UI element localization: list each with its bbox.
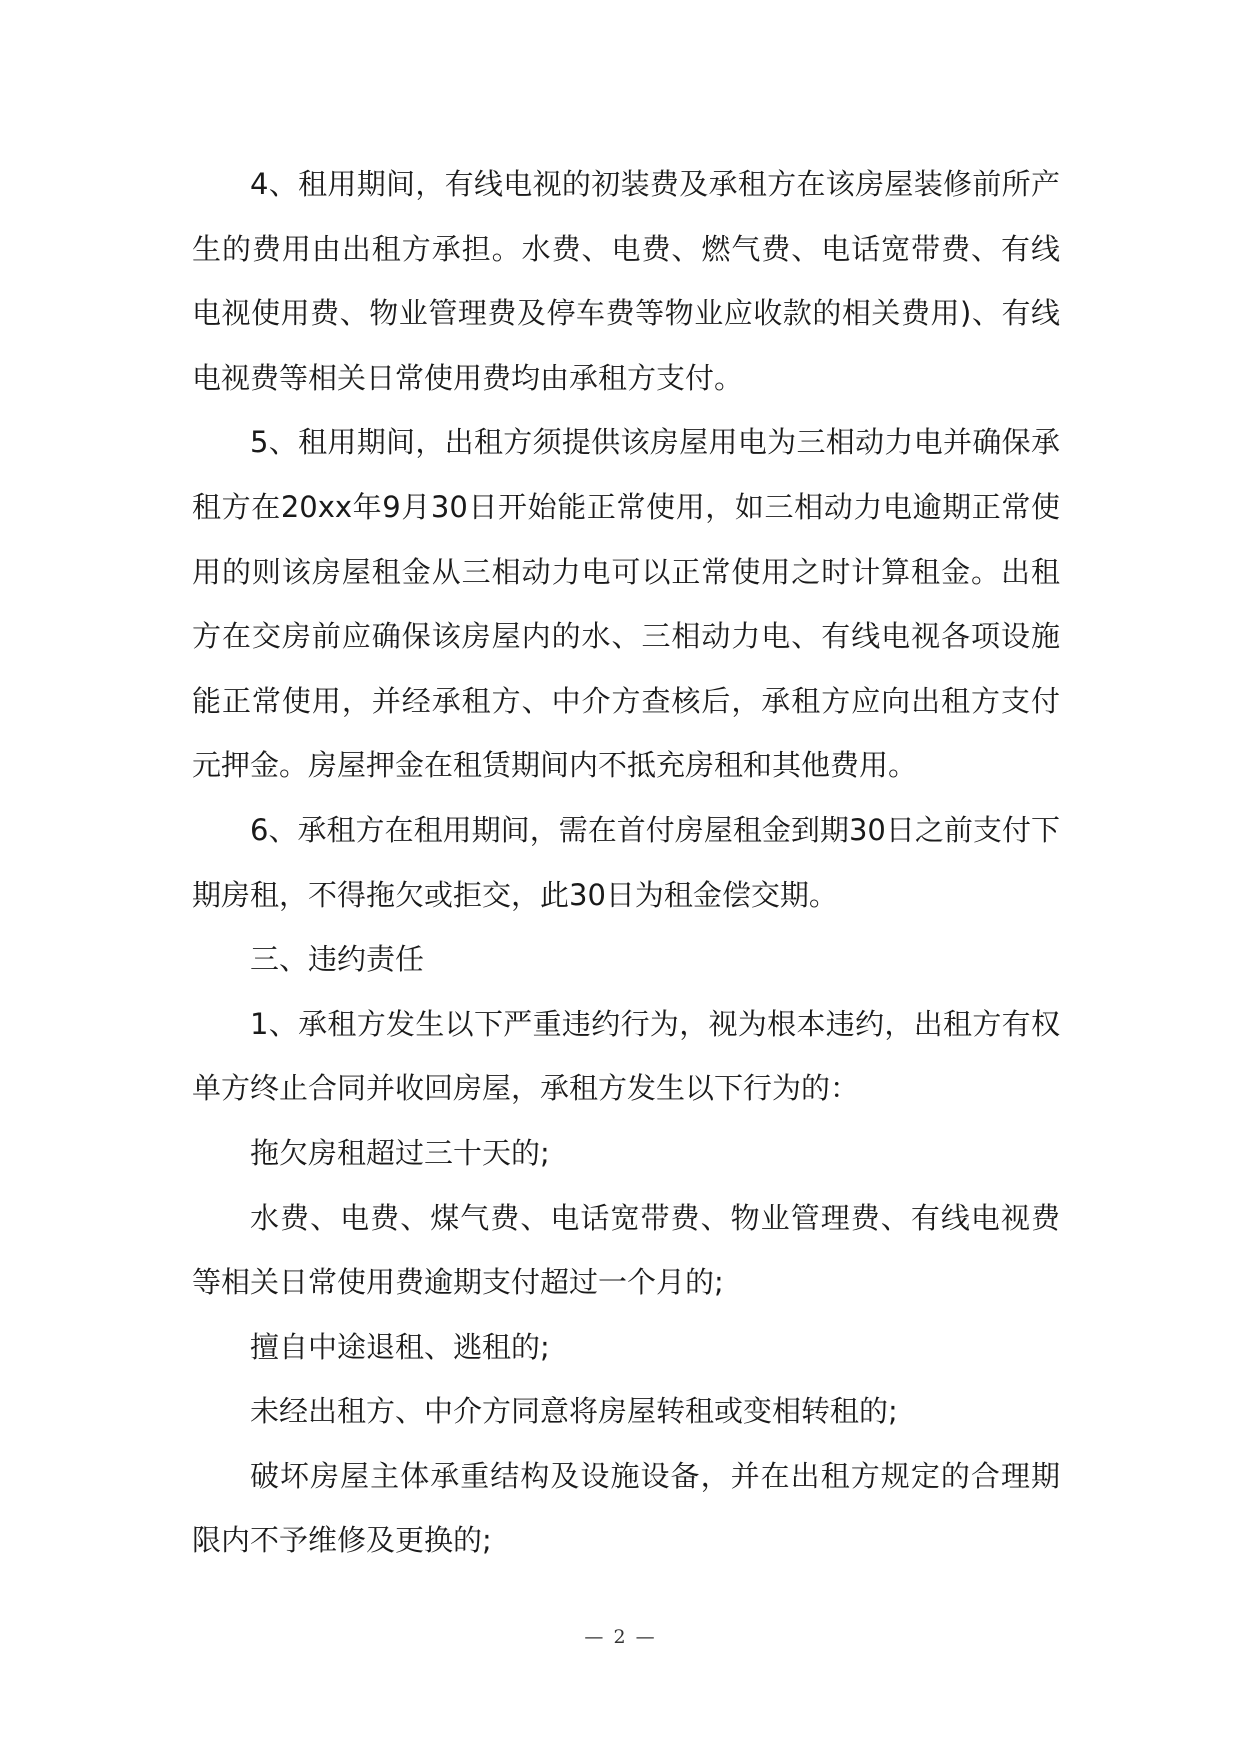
- document-body: [192, 152, 1060, 1573]
- paragraph-clause-4: 4、租用期间，有线电视的初装费及承租方在该房屋装修前所产生的费用由出租方承担。水费、电费、燃气费、电话宽带费、有线电视使用费、物业管理费及停车费等物业应收款的相关费用)、有线电视费等相关日常使用费均由承租方支付。: [192, 167, 1060, 395]
- section-heading-liability: 三、违约责任: [250, 942, 425, 977]
- list-item-structural-damage: 破坏房屋主体承重结构及设施设备，并在出租方规定的合理期限内不予维修及更换的;: [192, 1458, 1060, 1558]
- list-item-fees-overdue: 水费、电费、煤气费、电话宽带费、物业管理费、有线电视费等相关日常使用费逾期支付超过一个月的;: [192, 1200, 1060, 1300]
- paragraph-clause-6: 6、承租方在租用期间，需在首付房屋租金到期30日之前支付下期房租，不得拖欠或拒交，此30日为租金偿交期。: [192, 812, 1060, 912]
- page-number: — 2 —: [584, 1626, 657, 1648]
- list-item-unauthorized-sublet: 未经出租方、中介方同意将房屋转租或变相转租的;: [250, 1394, 898, 1429]
- list-item-rent-overdue: 拖欠房租超过三十天的;: [250, 1135, 550, 1170]
- paragraph-liability-1: 1、承租方发生以下严重违约行为，视为根本违约，出租方有权单方终止合同并收回房屋，承租方发生以下行为的：: [192, 1006, 1060, 1106]
- list-item-early-termination: 擅自中途退租、逃租的;: [250, 1329, 550, 1364]
- paragraph-clause-5: 5、租用期间，出租方须提供该房屋用电为三相动力电并确保承租方在20xx年9月30日开始能正常使用，如三相动力电逾期正常使用的则该房屋租金从三相动力电可以正常使用之时计算租金。出租方在交房前应确保该房屋内的水、三相动力电、有线电视各项设施能正常使用，并经承租方、中介方查核后，承租方应向出租方支付元押金。房屋押金在租赁期间内不抵充房租和其他费用。: [192, 425, 1060, 783]
